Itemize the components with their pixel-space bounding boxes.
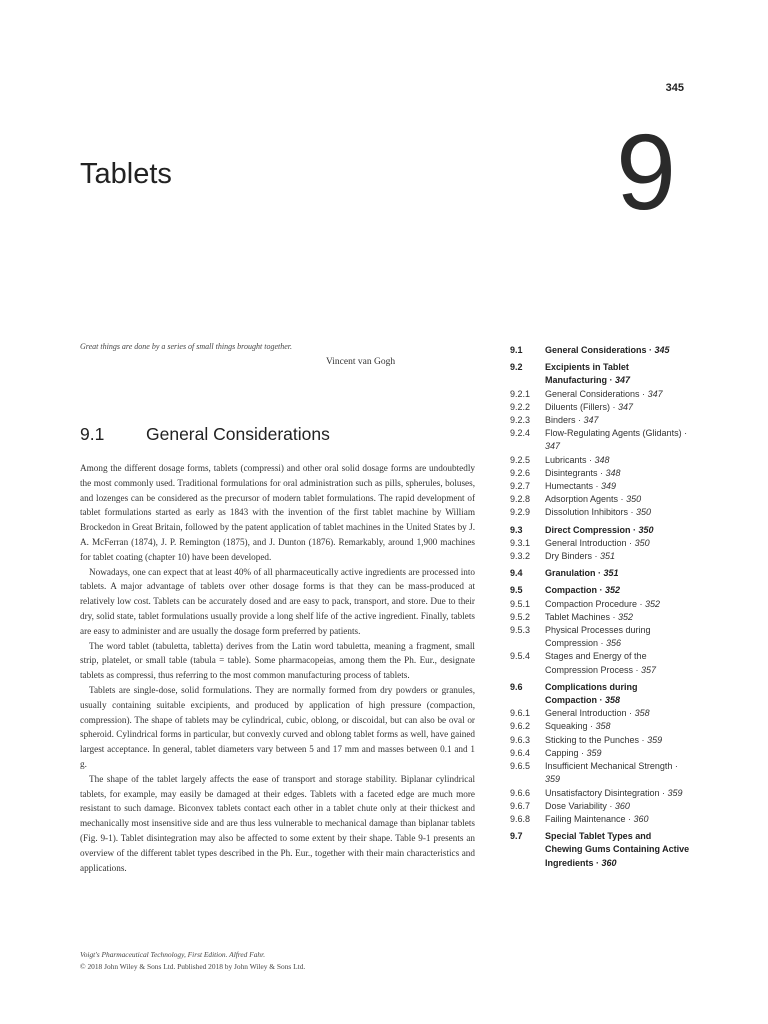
toc-entry-number: 9.5.3 [510, 625, 531, 636]
toc-entry-number: 9.6.1 [510, 708, 531, 719]
toc-entry-number: 9.6.7 [510, 800, 531, 811]
paragraph: The shape of the tablet largely affects the ease of transport and storage stability. Biplanar cylindrical tablets, for example, may easily be damaged at their edges. Tablets with a faceted edge are much more resistant to such damage. Biconvex tablets contact each other in a tablet chute only at their thickest and mechanically most insensitive side and are thus less vulnerable to mechanical damage than biplanar tablets (Fig. 9-1). Tablet disintegration may also be affected to some extent by their shape. Table 9-1 presents an overview of the different tablet types described in the Ph. Eur., together with their main characteristics and applications. [80, 773, 475, 873]
toc-entry-page: 350 [626, 494, 642, 505]
toc-entry-title: Adsorption Agents · 350 [545, 494, 642, 505]
toc-entry-title: Insufficient Mechanical Strength · 359 [545, 761, 678, 785]
toc-entry-title: Stages and Energy of the Compression Process · 357 [545, 651, 657, 675]
toc-entry [510, 480, 690, 493]
toc-entry-number: 9.2.2 [510, 401, 531, 412]
toc-entry [510, 800, 690, 813]
toc-entry-page: 350 [634, 537, 650, 548]
toc-entry-title: Compaction Procedure · 352 [545, 598, 661, 609]
toc-entry-page: 360 [601, 857, 617, 868]
toc-entry [510, 624, 690, 650]
toc-entry [510, 611, 690, 624]
toc-entry-number: 9.3 [510, 524, 523, 535]
toc-entry-title: General Considerations · 347 [545, 388, 663, 399]
toc-entry-page: 345 [654, 345, 670, 355]
page-number: 345 [665, 82, 684, 94]
toc-entry [510, 830, 690, 870]
toc-entry-page: 359 [586, 747, 602, 758]
toc-entry-number: 9.3.2 [510, 551, 531, 562]
toc-entry-number: 9.2.9 [510, 507, 531, 518]
chapter-contents [510, 344, 690, 870]
toc-entry-number: 9.2.1 [510, 388, 531, 399]
toc-entry-page: 359 [545, 774, 561, 785]
toc-entry-page: 350 [638, 524, 654, 535]
toc-entry-title: General Considerations · 345 [545, 345, 670, 355]
toc-entry-title: Humectants · 349 [545, 481, 617, 492]
toc-entry-title: Physical Processes during Compression · 356 [545, 625, 651, 649]
toc-entry [510, 707, 690, 720]
toc-entry-page: 358 [605, 695, 621, 706]
footer-citation: Voigt's Pharmaceutical Technology, First Edition. Alfred Fahr. [80, 950, 266, 959]
toc-entry-page: 359 [667, 787, 683, 798]
toc-entry-number: 9.1 [510, 345, 523, 355]
toc-entry-number: 9.5.2 [510, 611, 531, 622]
toc-entry [510, 681, 690, 707]
toc-entry-number: 9.5 [510, 585, 523, 596]
toc-entry [510, 787, 690, 800]
toc-entry [510, 454, 690, 467]
toc-entry [510, 361, 690, 387]
paragraph: Among the different dosage forms, tablets (compressi) and other oral solid dosage forms are undoubtedly the most commonly used. Traditional formulations for oral administration such as pills, spherules, boluses, and lozenges can be considered as the precursor of modern tablet formulations. The rapid development of tablet formulations started as early as 1843 with the invention of the first tablet machine by William Brockedon in Great Britain, followed by the patent application of tablet machines in the United States by J. A. McFerran (1874), J. P. Remington (1875), and J. Dunton (1876). Remarkably, around 1,900 machines for tablet coating (chapter 10) have been developed. [80, 463, 475, 562]
toc-entry-title: Failing Maintenance · 360 [545, 813, 649, 824]
toc-entry-page: 352 [605, 585, 621, 596]
toc-entry-page: 350 [636, 507, 652, 518]
paragraph: Nowadays, one can expect that at least 40% of all pharmaceutically active ingredients are processed into tablets. A major advantage of tablets over other dosage forms is that they can be mass-produced at relatively low cost. Tablets can be accurately dosed and are easy to pack, transport, and store. Due to their dry, solid state, tablet formulations usually provide a long shelf life of the active ingredient. Finally, tablets are easy to administer and are usually the dosage form preferred by patients. [80, 566, 475, 636]
toc-entry-number: 9.2.3 [510, 415, 531, 426]
toc-entry-page: 348 [594, 454, 610, 465]
section-number: 9.1 [80, 424, 105, 444]
toc-entry [510, 584, 690, 597]
footer-copyright: © 2018 John Wiley & Sons Ltd. Published 2018 by John Wiley & Sons Ltd. [80, 962, 306, 971]
toc-entry [510, 467, 690, 480]
paragraph: Tablets are single-dose, solid formulations. They are normally formed from dry powders or granules, usually containing suitable excipients, and produced by application of high pressure (compaction, compression). The shape of tablets may be cylindrical, cubic, oblong, or discoidal, but can also be oval or spheroid. Cylindrical forms in particular, but convexly curved and oblong tablet forms as well, have gained largest acceptance. In general, tablet diameters vary between 5 and 17 mm and masses between 0.1 and 1 g. [80, 684, 475, 769]
toc-entry-number: 9.2.8 [510, 494, 531, 505]
toc-entry [510, 344, 690, 357]
section-heading [80, 424, 330, 445]
toc-entry-title: Direct Compression · 350 [545, 524, 654, 535]
toc-entry-title: Flow-Regulating Agents (Glidants) · 347 [545, 428, 688, 452]
toc-entry [510, 388, 690, 401]
toc-entry [510, 493, 690, 506]
toc-entry-number: 9.6.8 [510, 813, 531, 824]
toc-entry [510, 598, 690, 611]
toc-entry-page: 352 [618, 611, 634, 622]
toc-entry-number: 9.6 [510, 681, 523, 692]
toc-entry [510, 401, 690, 414]
toc-entry-page: 360 [633, 813, 649, 824]
toc-entry [510, 567, 690, 580]
body-text [80, 461, 475, 875]
toc-entry-title: Excipients in Tablet Manufacturing · 347 [545, 362, 631, 386]
toc-entry-title: General Introduction · 358 [545, 708, 650, 719]
toc-entry [510, 734, 690, 747]
toc-entry-number: 9.6.3 [510, 734, 531, 745]
toc-entry-title: Disintegrants · 348 [545, 467, 621, 478]
toc-entry [510, 524, 690, 537]
toc-entry-title: Granulation · 351 [545, 568, 619, 579]
toc-entry [510, 813, 690, 826]
toc-entry [510, 747, 690, 760]
toc-entry [510, 537, 690, 550]
toc-entry-page: 357 [641, 664, 657, 675]
section-title: General Considerations [146, 424, 330, 444]
toc-entry-number: 9.6.4 [510, 747, 531, 758]
toc-entry-number: 9.6.2 [510, 721, 531, 732]
toc-entry [510, 427, 690, 453]
toc-entry-title: Diluents (Fillers) · 347 [545, 401, 634, 412]
toc-entry-page: 351 [600, 551, 616, 562]
toc-entry [510, 550, 690, 563]
toc-entry-page: 356 [606, 638, 622, 649]
toc-entry [510, 414, 690, 427]
toc-entry-title: Sticking to the Punches · 359 [545, 734, 663, 745]
toc-entry-number: 9.6.5 [510, 761, 531, 772]
toc-entry-title: Complications during Compaction · 358 [545, 681, 638, 706]
toc-entry-number: 9.3.1 [510, 537, 531, 548]
chapter-number: 9 [616, 111, 677, 232]
toc-entry-number: 9.2.4 [510, 428, 531, 439]
toc-entry-page: 347 [618, 401, 634, 412]
toc-entry-page: 360 [614, 800, 630, 811]
toc-entry-page: 352 [645, 598, 661, 609]
toc-entry [510, 506, 690, 519]
toc-entry-page: 347 [545, 441, 561, 452]
toc-entry-page: 347 [647, 388, 663, 399]
toc-entry-number: 9.2.7 [510, 481, 531, 492]
toc-entry-page: 351 [603, 568, 619, 579]
toc-entry-title: General Introduction · 350 [545, 537, 650, 548]
toc-entry [510, 760, 690, 786]
toc-entry-page: 347 [583, 415, 599, 426]
epigraph-author: Vincent van Gogh [326, 357, 396, 367]
toc-entry-title: Unsatisfactory Disintegration · 359 [545, 787, 683, 798]
toc-entry-page: 358 [595, 721, 611, 732]
toc-entry-title: Dose Variability · 360 [545, 800, 630, 811]
toc-entry-number: 9.7 [510, 831, 523, 842]
toc-entry-title: Squeaking · 358 [545, 721, 611, 732]
toc-entry-title: Dry Binders · 351 [545, 551, 616, 562]
toc-entry-number: 9.2.5 [510, 454, 531, 465]
toc-entry-title: Binders · 347 [545, 415, 599, 426]
toc-entry-title: Compaction · 352 [545, 585, 621, 596]
toc-entry-title: Tablet Machines · 352 [545, 611, 634, 622]
toc-entry-page: 358 [634, 708, 650, 719]
toc-entry-number: 9.5.1 [510, 598, 531, 609]
toc-entry-number: 9.4 [510, 568, 523, 579]
toc-entry-number: 9.2 [510, 362, 523, 373]
toc-entry-title: Capping · 359 [545, 747, 602, 758]
toc-entry-title: Special Tablet Types and Chewing Gums Containing Active Ingredients · 360 [545, 831, 690, 868]
toc-entry-page: 349 [601, 481, 617, 492]
toc-entry-number: 9.2.6 [510, 467, 531, 478]
toc-entry [510, 650, 690, 676]
toc-entry-page: 347 [615, 375, 631, 386]
toc-entry-page: 348 [605, 467, 621, 478]
epigraph-quote: Great things are done by a series of small things brought together. [80, 342, 292, 351]
toc-entry-title: Dissolution Inhibitors · 350 [545, 507, 652, 518]
toc-entry-number: 9.6.6 [510, 787, 531, 798]
toc-entry-page: 359 [647, 734, 663, 745]
toc-entry [510, 720, 690, 733]
toc-entry-title: Lubricants · 348 [545, 454, 610, 465]
chapter-title: Tablets [80, 158, 172, 190]
paragraph: The word tablet (tabuletta, tabletta) derives from the Latin word tabuletta, meaning a fragment, small strip, platelet, or small table (tabula = table). Some pharmacopeias, among them the Ph. Eur., designate tablets as compressi, thus referring to the most common manufacturing process of tablets. [80, 640, 475, 681]
toc-entry-number: 9.5.4 [510, 651, 531, 662]
